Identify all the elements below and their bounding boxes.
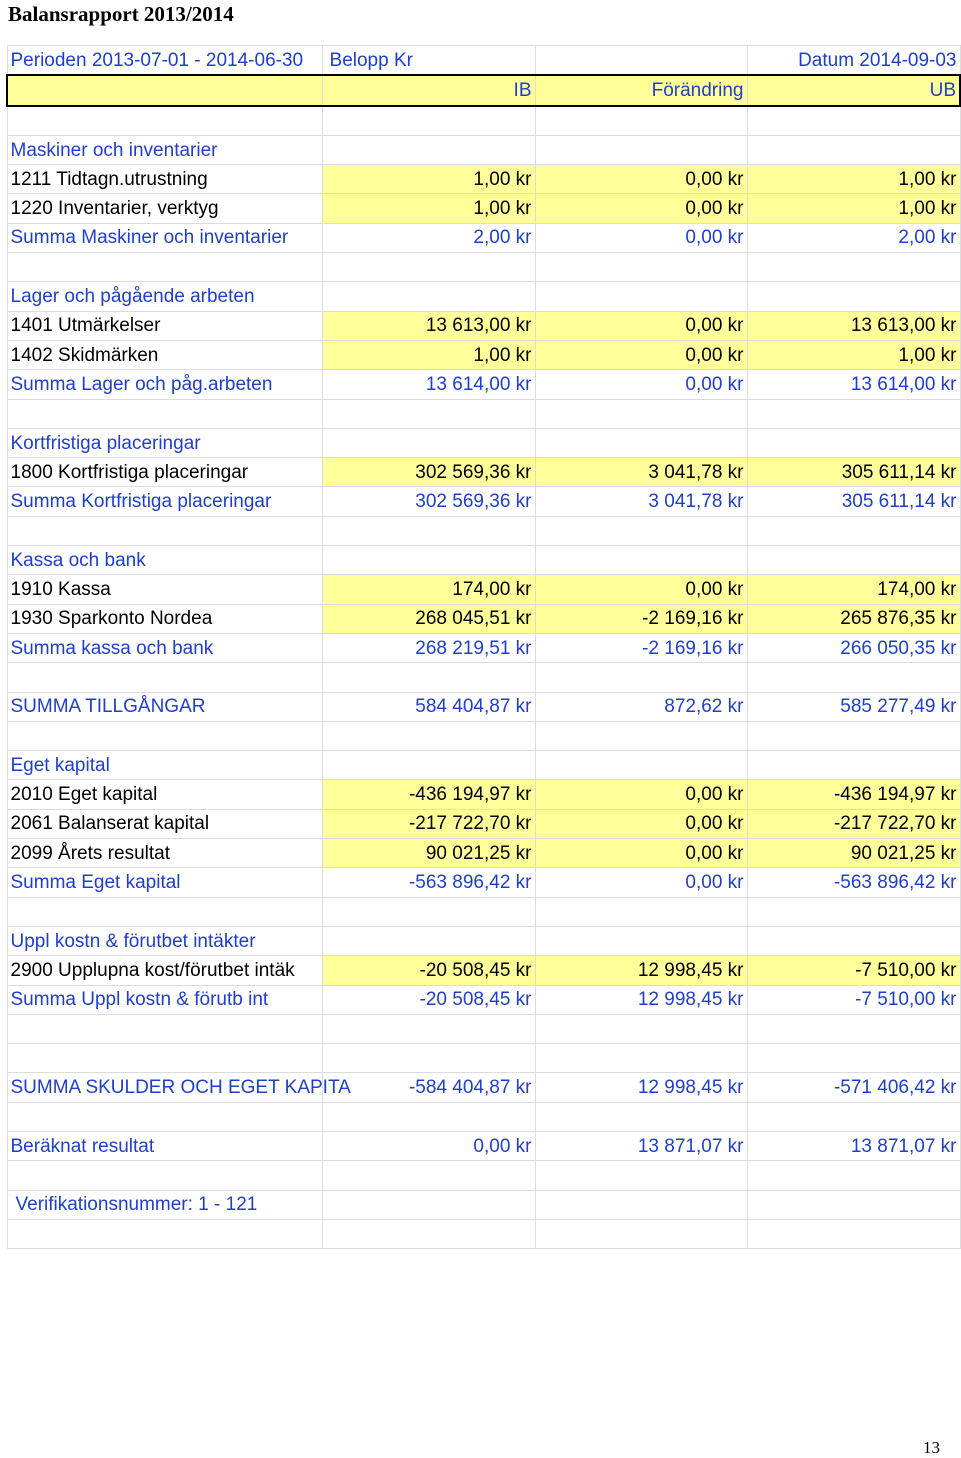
sum-row	[7, 1073, 960, 1102]
change-value: 12 998,45 kr	[535, 956, 747, 985]
change-value: 0,00 kr	[535, 194, 747, 223]
change-value: 0,00 kr	[535, 340, 747, 369]
account-row	[7, 194, 960, 223]
account-label: 1910 Kassa	[7, 575, 322, 604]
ub-value: 305 611,14 kr	[747, 458, 960, 487]
ib-value: -20 508,45 kr	[322, 985, 535, 1014]
change-value: 0,00 kr	[535, 839, 747, 868]
ub-value: 2,00 kr	[747, 223, 960, 252]
account-label: 1211 Tidtagn.utrustning	[7, 165, 322, 194]
sum-row	[7, 692, 960, 721]
blank-row	[7, 897, 960, 926]
ib-value: 2,00 kr	[322, 223, 535, 252]
section-header-row	[7, 751, 960, 780]
account-label: 1220 Inventarier, verktyg	[7, 194, 322, 223]
blank-row	[7, 1219, 960, 1248]
sum-row	[7, 868, 960, 897]
ib-value: 90 021,25 kr	[322, 839, 535, 868]
sum-label: SUMMA SKULDER OCH EGET KAPITA	[7, 1073, 322, 1102]
ib-value: 1,00 kr	[322, 340, 535, 369]
blank-row	[7, 106, 960, 136]
ub-value: 266 050,35 kr	[747, 633, 960, 662]
ib-value: -563 896,42 kr	[322, 868, 535, 897]
blank-row	[7, 1102, 960, 1131]
change-value: 3 041,78 kr	[535, 487, 747, 516]
section-header-row	[7, 546, 960, 575]
section-header-row	[7, 282, 960, 311]
period-label: Perioden 2013-07-01 - 2014-06-30 Belopp Kr	[7, 46, 322, 76]
ib-value: 302 569,36 kr	[322, 458, 535, 487]
change-value: 12 998,45 kr	[535, 985, 747, 1014]
account-label: 2099 Årets resultat	[7, 839, 322, 868]
ib-value: 1,00 kr	[322, 165, 535, 194]
change-value: -2 169,16 kr	[535, 633, 747, 662]
ub-value: 13 871,07 kr	[747, 1131, 960, 1160]
account-row	[7, 809, 960, 838]
ib-value: -436 194,97 kr	[322, 780, 535, 809]
ub-value: -436 194,97 kr	[747, 780, 960, 809]
change-value: 13 871,07 kr	[535, 1131, 747, 1160]
ib-value: 13 613,00 kr	[322, 311, 535, 340]
change-value: 872,62 kr	[535, 692, 747, 721]
section-title: Kassa och bank	[7, 546, 322, 575]
balance-sheet-table	[6, 45, 961, 1249]
section-title: Uppl kostn & förutbet intäkter	[7, 926, 322, 955]
account-row	[7, 575, 960, 604]
sum-row	[7, 985, 960, 1014]
account-row	[7, 458, 960, 487]
change-value: 0,00 kr	[535, 223, 747, 252]
ub-value: -7 510,00 kr	[747, 956, 960, 985]
ib-value: -20 508,45 kr	[322, 956, 535, 985]
ib-value: -584 404,87 kr	[322, 1073, 535, 1102]
change-value: -2 169,16 kr	[535, 604, 747, 633]
ub-value: 1,00 kr	[747, 340, 960, 369]
account-label: 1800 Kortfristiga placeringar	[7, 458, 322, 487]
account-row	[7, 780, 960, 809]
change-value: 0,00 kr	[535, 370, 747, 399]
sum-row	[7, 370, 960, 399]
change-value: 0,00 kr	[535, 809, 747, 838]
blank-row	[7, 721, 960, 750]
column-header-change: Förändring	[535, 75, 747, 105]
ib-value: 268 219,51 kr	[322, 633, 535, 662]
sum-label: Beräknat resultat	[7, 1131, 322, 1160]
account-row	[7, 839, 960, 868]
header-row-columns	[7, 75, 960, 105]
section-title: Maskiner och inventarier	[7, 135, 322, 164]
ub-value: 305 611,14 kr	[747, 487, 960, 516]
ib-value: 0,00 kr	[322, 1131, 535, 1160]
ib-value: 302 569,36 kr	[322, 487, 535, 516]
sum-label: Summa Uppl kostn & förutb int	[7, 985, 322, 1014]
column-header-ub: UB	[747, 75, 960, 105]
section-header-row	[7, 135, 960, 164]
sum-label: Summa Maskiner och inventarier	[7, 223, 322, 252]
blank-row	[7, 1161, 960, 1190]
account-row	[7, 311, 960, 340]
account-label: 1401 Utmärkelser	[7, 311, 322, 340]
ub-value: 1,00 kr	[747, 194, 960, 223]
section-title: Lager och pågående arbeten	[7, 282, 322, 311]
ub-value: -7 510,00 kr	[747, 985, 960, 1014]
section-header-row	[7, 428, 960, 457]
sum-row	[7, 487, 960, 516]
ib-value: 13 614,00 kr	[322, 370, 535, 399]
change-value: 0,00 kr	[535, 780, 747, 809]
blank-row	[7, 1044, 960, 1073]
change-value: 12 998,45 kr	[535, 1073, 747, 1102]
ub-value: 90 021,25 kr	[747, 839, 960, 868]
account-row	[7, 604, 960, 633]
sum-label: Summa Eget kapital	[7, 868, 322, 897]
ub-value: 1,00 kr	[747, 165, 960, 194]
blank-row	[7, 663, 960, 692]
ub-value: 585 277,49 kr	[747, 692, 960, 721]
blank-row	[7, 399, 960, 428]
change-value: 3 041,78 kr	[535, 458, 747, 487]
account-label: 1402 Skidmärken	[7, 340, 322, 369]
page-number: 13	[923, 1438, 940, 1457]
section-title: Kortfristiga placeringar	[7, 428, 322, 457]
ub-value: -217 722,70 kr	[747, 809, 960, 838]
ib-value: 584 404,87 kr	[322, 692, 535, 721]
ub-value: 174,00 kr	[747, 575, 960, 604]
ib-value: 268 045,51 kr	[322, 604, 535, 633]
ib-value: -217 722,70 kr	[322, 809, 535, 838]
ub-value: 13 613,00 kr	[747, 311, 960, 340]
verification-row	[7, 1190, 960, 1219]
account-row	[7, 340, 960, 369]
ub-value: 13 614,00 kr	[747, 370, 960, 399]
amount-unit-label: Belopp Kr	[329, 49, 413, 71]
section-header-row	[7, 926, 960, 955]
verification-numbers: Verifikationsnummer: 1 - 121	[7, 1190, 322, 1219]
ub-value: -571 406,42 kr	[747, 1073, 960, 1102]
sum-label: Summa Kortfristiga placeringar	[7, 487, 322, 516]
change-value: 0,00 kr	[535, 868, 747, 897]
change-value: 0,00 kr	[535, 575, 747, 604]
report-title: Balansrapport 2013/2014	[8, 2, 234, 26]
sum-row	[7, 223, 960, 252]
blank-row	[7, 516, 960, 545]
ib-value: 1,00 kr	[322, 194, 535, 223]
account-row	[7, 956, 960, 985]
sum-label: Summa Lager och påg.arbeten	[7, 370, 322, 399]
ub-value: -563 896,42 kr	[747, 868, 960, 897]
blank-row	[7, 253, 960, 282]
ib-value: 174,00 kr	[322, 575, 535, 604]
account-label: 1930 Sparkonto Nordea	[7, 604, 322, 633]
column-header-ib: IB	[322, 75, 535, 105]
account-row	[7, 165, 960, 194]
account-label: 2010 Eget kapital	[7, 780, 322, 809]
account-label: 2061 Balanserat kapital	[7, 809, 322, 838]
sum-label: SUMMA TILLGÅNGAR	[7, 692, 322, 721]
sum-row	[7, 1131, 960, 1160]
ub-value: 265 876,35 kr	[747, 604, 960, 633]
blank-row	[7, 1014, 960, 1043]
sum-row	[7, 633, 960, 662]
report-date: Datum 2014-09-03	[747, 46, 960, 76]
change-value: 0,00 kr	[535, 165, 747, 194]
section-title: Eget kapital	[7, 751, 322, 780]
change-value: 0,00 kr	[535, 311, 747, 340]
sum-label: Summa kassa och bank	[7, 633, 322, 662]
account-label: 2900 Upplupna kost/förutbet intäk	[7, 956, 322, 985]
header-row-period	[7, 46, 960, 76]
